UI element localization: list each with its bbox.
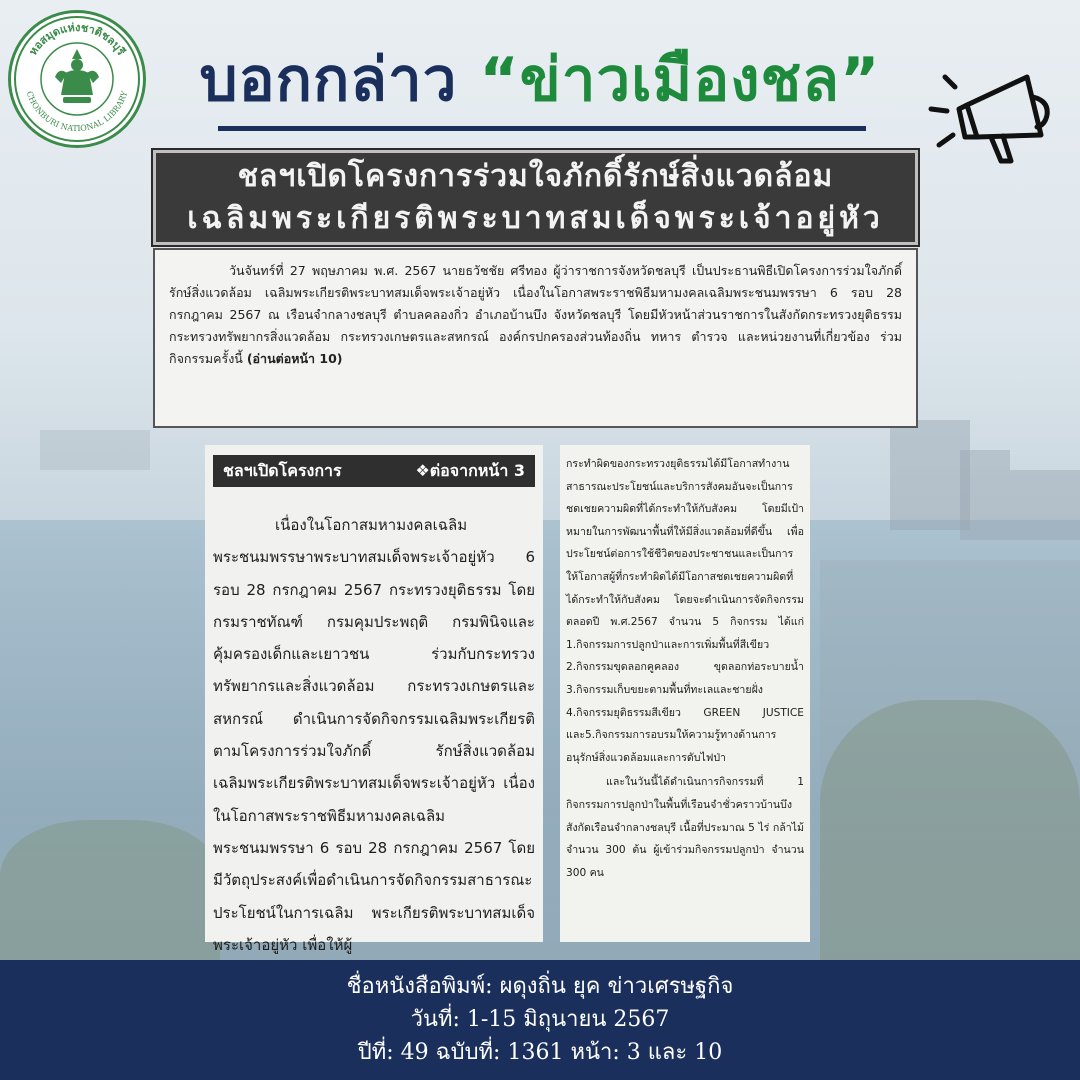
column-header-bar: [213, 455, 535, 487]
building: [960, 450, 1010, 540]
building: [40, 430, 150, 470]
logo-text-bottom: CHONBURI NATIONAL LIBRARY: [24, 90, 130, 134]
svg-text:CHONBURI NATIONAL LIBRARY: [25, 89, 130, 133]
page-title: [180, 45, 900, 115]
tree-area: [0, 820, 220, 960]
headline-line2: เฉลิมพระเกียรติพระบาทสมเด็จพระเจ้าอยู่หัว: [187, 200, 884, 236]
building: [1010, 470, 1080, 540]
lead-continued-note: (อ่านต่อหน้า 10): [246, 351, 343, 366]
article-column-1: [205, 445, 543, 954]
building: [890, 420, 970, 530]
library-logo: [8, 10, 146, 148]
column-header-continued: ❖ต่อจากหน้า 3: [415, 460, 525, 480]
logo-text-top: หอสมุดแห่งชาติชลบุรี: [26, 20, 128, 58]
headline-clipping: [153, 150, 918, 245]
column-1-body: เนื่องในโอกาสมหามงคลเฉลิมพระชนมพรรษาพระบาทสมเด็จพระเจ้าอยู่หัว 6 รอบ 28 กรกฎาคม 2567 กระทรวงยุติธรรม โดยกรมราชทัณฑ์ กรมคุมประพฤติ กรมพินิจและคุ้มครองเด็กและเยาวชน ร่วมกับกระทรวงทรัพยากรและสิ่งแวดล้อม กระทรวงเกษตรและสหกรณ์ ดำเนินการจัดกิจกรรมเฉลิมพระเกียรติ ตามโครงการร่วมใจภักดิ์ รักษ์สิ่งแวดล้อม เฉลิมพระเกียรติพระบาทสมเด็จพระเจ้าอยู่หัว เนื่องในโอกาสพระราชพิธีมหามงคลเฉลิมพระชนมพรรษา 6 รอบ 28 กรกฎาคม 2567 โดยมีวัตถุประสงค์เพื่อดำเนินการจัดกิจกรรมสาธารณะประโยชน์ในการเฉลิม พระเกียรติพระบาทสมเด็จพระเจ้าอยู่หัว เพื่อให้ผู้: [213, 516, 535, 954]
lead-paragraph: [169, 260, 902, 370]
tree-area: [820, 700, 1080, 960]
footer-date: วันที่: 1-15 มิถุนายน 2567: [410, 1007, 670, 1032]
title-underline: [218, 126, 866, 131]
column-header-label: ชลฯเปิดโครงการ: [223, 460, 342, 480]
lead-text: วันจันทร์ที่ 27 พฤษภาคม พ.ศ. 2567 นายธวัชชัย ศรีทอง ผู้ว่าราชการจังหวัดชลบุรี เป็นประธานพิธีเปิดโครงการร่วมใจภักดิ์ รักษ์สิ่งแวดล้อม เฉลิมพระเกียรติพระบาทสมเด็จพระเจ้าอยู่หัว เนื่องในโอกาสพระราชพิธีมหามงคลเฉลิมพระชนมพรรษา 6 รอบ 28 กรกฎาคม 2567 ณ เรือนจำกลางชลบุรี ตำบลคลองกิ่ว อำเภอบ้านบึง จังหวัดชลบุรี โดยมีหัวหน้าส่วนราชการในสังกัดกระทรวงยุติธรรม กระทรวงทรัพยากรสิ่งแวดล้อม กระทรวงเกษตรและสหกรณ์ องค์กรปกครองส่วนท้องถิ่น ทหาร ตำรวจ และหน่วยงานที่เกี่ยวข้อง ร่วมกิจกรรมครั้งนี้: [169, 263, 902, 366]
article-column-2: [560, 445, 810, 942]
title-part2: “ข่าวเมืองชล”: [479, 45, 881, 115]
column-2-paragraph-1: กระทำผิดของกระทรวงยุติธรรมได้มีโอกาสทำงานสาธารณะประโยชน์และบริการสังคมอันจะเป็นการชดเชยความผิดที่ได้กระทำให้กับสังคม โดยมีเป้าหมายในการพัฒนาพื้นที่ให้มีสิ่งแวดล้อมที่ดีขึ้น เพื่อประโยชน์ต่อการใช้ชีวิตของประชาชนและเป็นการให้โอกาสผู้ที่กระทำผิดได้มีโอกาสชดเชยความผิดที่ได้กระทำให้กับสังคม โดยจะดำเนินการจัดกิจกรรมตลอดปี พ.ศ.2567 จำนวน 5 กิจกรรม ได้แก่ 1.กิจกรรมการปลูกป่าและการเพิ่มพื้นที่สีเขียว 2.กิจกรรมขุดลอกคูคลอง ขุดลอกท่อระบายน้ำ 3.กิจกรรมเก็บขยะตามพื้นที่ทะเลและชายฝั่ง 4.กิจกรรมยุติธรรมสีเขียว GREEN JUSTICE และ5.กิจกรรมการอบรมให้ความรู้ทางด้านการอนุรักษ์สิ่งแวดล้อมและการดับไฟป่า: [566, 458, 804, 764]
title-part1: บอกกล่าว: [199, 45, 480, 115]
column-2-paragraph-2: และในวันนี้ได้ดำเนินการกิจกรรมที่ 1 กิจกรรมการปลูกป่าในพื้นที่เรือนจำชั่วคราวบ้านบึง สังกัดเรือนจำกลางชลบุรี เนื้อที่ประมาณ 5 ไร่ กล้าไม้ จำนวน 300 ต้น ผู้เข้าร่วมกิจกรรมปลูกป่า จำนวน 300 คน: [566, 776, 804, 879]
lead-clipping: [153, 248, 918, 428]
source-footer: [0, 960, 1080, 1080]
footer-issue: ปีที่: 49 ฉบับที่: 1361 หน้า: 3 และ 10: [357, 1040, 723, 1065]
footer-newspaper: ชื่อหนังสือพิมพ์: ผดุงถิ่น ยุค ข่าวเศรษฐกิจ: [346, 974, 734, 999]
library-emblem-icon: [11, 13, 143, 145]
headline-line1: ชลฯเปิดโครงการร่วมใจภักดิ์รักษ์สิ่งแวดล้อม: [237, 158, 834, 194]
megaphone-icon: [915, 65, 1065, 175]
